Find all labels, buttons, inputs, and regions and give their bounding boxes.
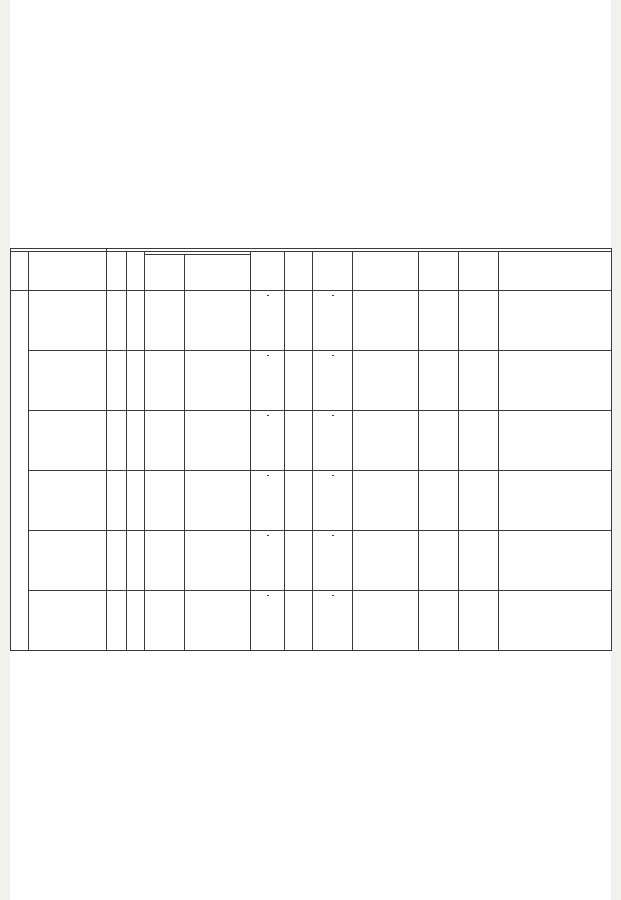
cell-index [107,591,127,651]
cell-water-source [353,591,419,651]
coef-numerator [267,475,269,476]
cell-water-bearing [185,531,251,591]
cell-soils [499,471,612,531]
velocity-fraction [332,415,334,416]
cell-index [107,471,127,531]
table-row [11,411,612,471]
cell-index [107,291,127,351]
coef-numerator [267,355,269,356]
cell-soils [499,411,612,471]
cell-covering [145,591,185,651]
cell-depth [127,531,145,591]
cell-water-bearing [185,411,251,471]
cell-water-source [353,471,419,531]
cell-subarea [29,291,107,351]
velocity-numerator [332,535,334,536]
coef-numerator [267,295,269,296]
cell-coef [251,591,285,651]
cell-covering [145,411,185,471]
cell-mineralization [419,291,459,351]
table-row [11,291,612,351]
velocity-numerator [332,415,334,416]
table-row [11,351,612,411]
cell-ground-mineral [459,531,499,591]
cell-coef [251,411,285,471]
velocity-fraction [332,535,334,536]
cell-subarea [29,411,107,471]
cell-velocity [313,471,353,531]
header-ground-mineral [459,252,499,291]
cell-velocity [313,411,353,471]
cell-coef [251,531,285,591]
coef-fraction [267,415,269,416]
cell-ground-mineral [459,351,499,411]
cell-water-source [353,351,419,411]
cell-index [107,351,127,411]
coef-fraction [267,295,269,296]
header-index [107,252,127,291]
velocity-fraction [332,355,334,356]
cell-depth [127,471,145,531]
cell-ground-mineral [459,291,499,351]
cell-soils [499,531,612,591]
cell-coef [251,351,285,411]
cell-slope [285,291,313,351]
coef-fraction [267,595,269,596]
velocity-numerator [332,295,334,296]
cell-slope [285,351,313,411]
cell-water-source [353,411,419,471]
coef-numerator [267,595,269,596]
cell-index [107,411,127,471]
cell-mineralization [419,471,459,531]
velocity-fraction [332,295,334,296]
cell-water-bearing [185,291,251,351]
header-water-bearing [185,255,251,291]
cell-soils [499,351,612,411]
cell-water-bearing [185,591,251,651]
cell-water-source [353,291,419,351]
coef-fraction [267,535,269,536]
cell-water-bearing [185,471,251,531]
cell-mineralization [419,591,459,651]
table-row [11,471,612,531]
table-row [11,531,612,591]
cell-ground-mineral [459,411,499,471]
cell-ground-mineral [459,471,499,531]
cell-mineralization [419,411,459,471]
cell-mineralization [419,531,459,591]
cell-subarea [29,471,107,531]
header-coef [251,252,285,291]
header-mineralization [419,252,459,291]
cell-water-source [353,531,419,591]
header-subarea [29,252,107,291]
cell-depth [127,291,145,351]
velocity-numerator [332,475,334,476]
cell-depth [127,351,145,411]
cell-covering [145,351,185,411]
velocity-fraction [332,595,334,596]
velocity-fraction [332,475,334,476]
cell-water-bearing [185,351,251,411]
header-water-source [353,252,419,291]
coef-numerator [267,415,269,416]
cell-subarea [29,351,107,411]
cell-covering [145,531,185,591]
coef-fraction [267,355,269,356]
cell-mineralization [419,351,459,411]
document-page [10,0,611,900]
cell-depth [127,411,145,471]
cell-soils [499,591,612,651]
cell-slope [285,411,313,471]
cell-slope [285,591,313,651]
cell-index [107,531,127,591]
cell-slope [285,471,313,531]
cell-velocity [313,291,353,351]
cell-subarea [29,531,107,591]
cell-velocity [313,531,353,591]
cell-velocity [313,591,353,651]
header-area [11,252,29,291]
header-soils [499,252,612,291]
cell-slope [285,531,313,591]
cell-coef [251,471,285,531]
data-table [10,248,612,651]
header-covering [145,255,185,291]
cell-covering [145,471,185,531]
zone-cell [11,291,29,651]
coef-fraction [267,475,269,476]
cell-subarea [29,591,107,651]
velocity-numerator [332,355,334,356]
header-velocity [313,252,353,291]
cell-covering [145,291,185,351]
cell-ground-mineral [459,591,499,651]
cell-velocity [313,351,353,411]
header-depth [127,252,145,291]
cell-depth [127,591,145,651]
velocity-numerator [332,595,334,596]
coef-numerator [267,535,269,536]
header-slope [285,252,313,291]
cell-soils [499,291,612,351]
table-row [11,591,612,651]
cell-coef [251,291,285,351]
